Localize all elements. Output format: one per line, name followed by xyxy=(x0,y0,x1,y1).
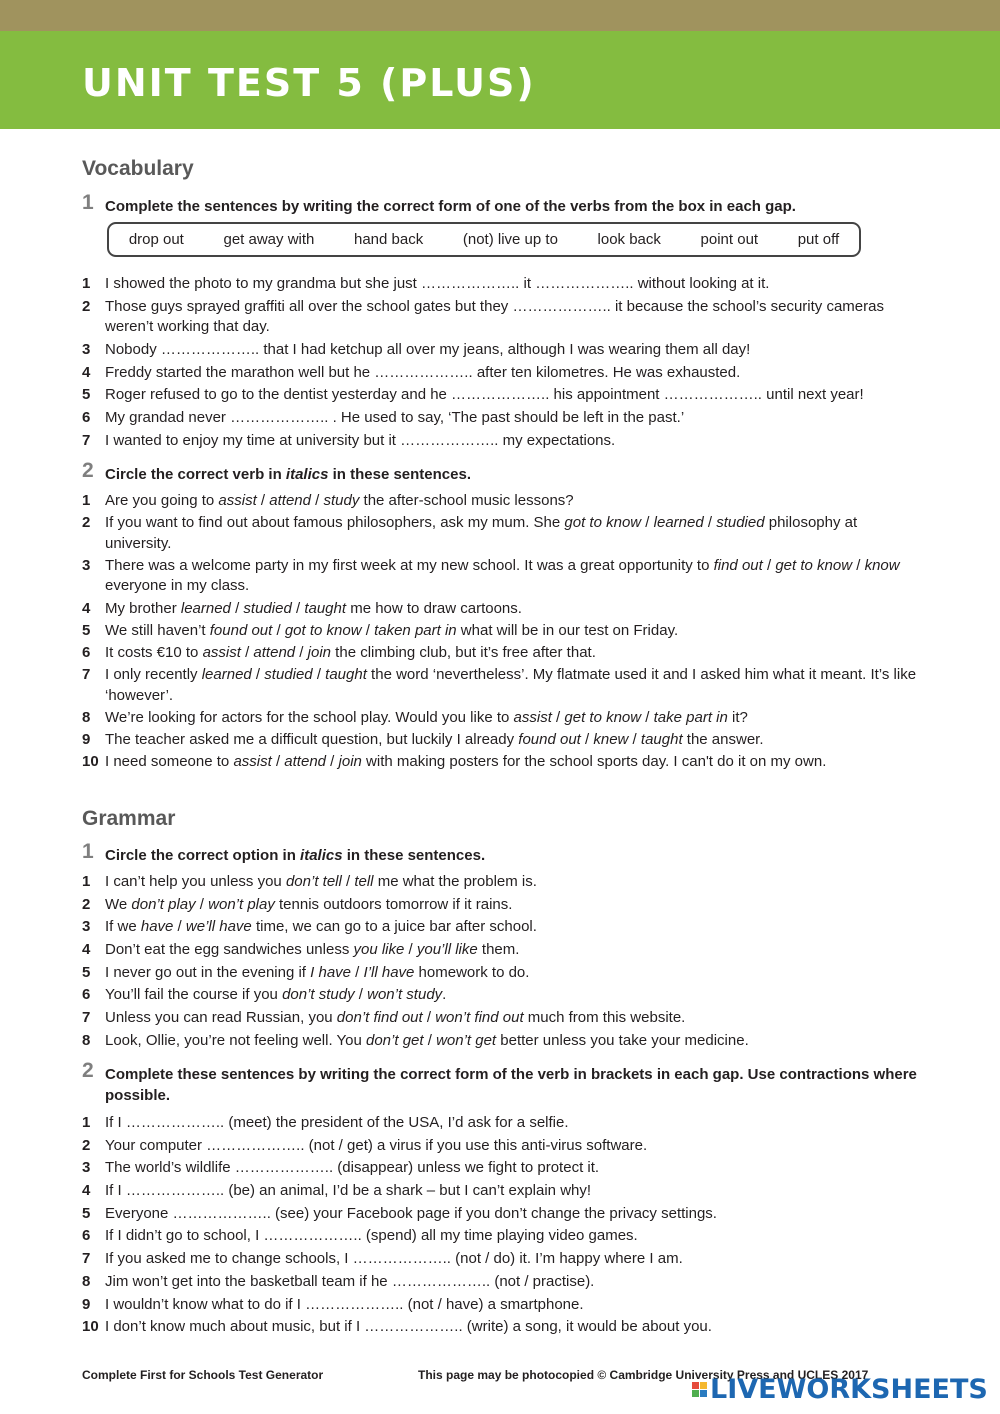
word-box-item: drop out xyxy=(128,231,184,248)
list-item xyxy=(82,985,922,1006)
word-box-item: look back xyxy=(597,231,661,248)
item-number: 5 xyxy=(82,963,91,981)
logo-square xyxy=(692,1390,699,1397)
item-number: 7 xyxy=(82,1009,91,1027)
list-item xyxy=(82,1158,922,1179)
list-item xyxy=(82,1295,922,1316)
list-item xyxy=(82,895,922,916)
item-text: Roger refused to go to the dentist yesterday and he ……………….. his appointment ……………….. until next year! xyxy=(105,386,864,404)
item-text: I wanted to enjoy my time at university but it ……………….. my expectations. xyxy=(105,431,616,449)
list-item xyxy=(82,665,922,706)
word-box-item: put off xyxy=(797,231,840,248)
list-item xyxy=(82,963,922,984)
item-number: 7 xyxy=(82,666,91,684)
item-number: 3 xyxy=(82,340,91,358)
list-item xyxy=(82,556,922,597)
word-box xyxy=(107,222,861,257)
item-number: 2 xyxy=(82,895,91,913)
list-item xyxy=(82,513,922,554)
item-number: 6 xyxy=(82,986,91,1004)
item-number: 10 xyxy=(82,753,99,771)
logo-squares-icon xyxy=(692,1382,707,1397)
item-number: 6 xyxy=(82,408,91,426)
list-item xyxy=(82,621,922,642)
item-text: Everyone ……………….. (see) your Facebook page if you don’t change the privacy settings. xyxy=(105,1204,717,1222)
item-number: 5 xyxy=(82,621,91,639)
item-number: 10 xyxy=(82,1318,99,1336)
vocabulary-heading: Vocabulary xyxy=(82,157,194,180)
item-text: If you asked me to change schools, I ……………….. (not / do) it. I’m happy where I am. xyxy=(105,1250,683,1268)
item-text: You’ll fail the course if you don’t study / won’t study. xyxy=(105,986,447,1004)
item-number: 2 xyxy=(82,1136,91,1154)
item-number: 3 xyxy=(82,918,91,936)
item-number: 3 xyxy=(82,556,91,574)
item-text: We’re looking for actors for the school play. Would you like to assist / get to know / take part in it? xyxy=(105,708,748,726)
list-item xyxy=(82,1204,922,1225)
title-banner xyxy=(0,31,1000,129)
logo-square xyxy=(700,1390,707,1397)
page-title: UNIT TEST 5 (PLUS) xyxy=(82,61,536,105)
item-text: If we have / we’ll have time, we can go to a juice bar after school. xyxy=(105,918,537,936)
word-box-item: (not) live up to xyxy=(462,231,558,248)
liveworksheets-logo xyxy=(692,1374,988,1404)
item-number: 3 xyxy=(82,1159,91,1177)
item-text: Are you going to assist / attend / study the after-school music lessons? xyxy=(105,492,574,509)
item-number: 2 xyxy=(82,297,91,315)
grammar-ex2-instruction xyxy=(82,1059,922,1106)
vocab-ex2-list xyxy=(82,491,922,774)
logo-square xyxy=(692,1382,699,1389)
list-item xyxy=(82,1136,922,1157)
item-number: 7 xyxy=(82,1250,91,1268)
list-item xyxy=(82,363,922,384)
grammar-ex1-list xyxy=(82,872,922,1054)
instruction-text: Complete the sentences by writing the correct form of one of the verbs from the box in each gap. xyxy=(105,198,796,215)
item-text: My brother learned / studied / taught me how to draw cartoons. xyxy=(105,599,522,617)
item-text: There was a welcome party in my first week at my new school. It was a great opportunity to find out / get to know / know everyone in my class. xyxy=(105,556,900,595)
item-text: Don’t eat the egg sandwiches unless you like / you’ll like them. xyxy=(105,941,520,959)
item-number: 4 xyxy=(82,941,91,959)
item-text: I can’t help you unless you don’t tell / tell me what the problem is. xyxy=(105,873,537,890)
item-text: Jim won’t get into the basketball team if he ……………….. (not / practise). xyxy=(105,1272,595,1290)
item-number: 4 xyxy=(82,1182,91,1200)
item-number: 6 xyxy=(82,1227,91,1245)
exercise-number: 2 xyxy=(82,459,94,482)
item-number: 9 xyxy=(82,731,91,748)
instruction-text: Circle the correct option in italics in these sentences. xyxy=(105,847,486,864)
item-text: I wouldn’t know what to do if I ……………….. (not / have) a smartphone. xyxy=(105,1295,584,1313)
item-text: Those guys sprayed graffiti all over the school gates but they ……………….. it because the school’s security cameras weren’t working that day. xyxy=(105,297,884,336)
item-text: It costs €10 to assist / attend / join the climbing club, but it’s free after that. xyxy=(105,643,596,661)
list-item xyxy=(82,1226,922,1247)
list-item xyxy=(82,1181,922,1202)
item-text: I showed the photo to my grandma but she just ……………….. it ……………….. without looking at it. xyxy=(105,275,770,292)
item-text: If I didn’t go to school, I ……………….. (spend) all my time playing video games. xyxy=(105,1227,638,1245)
footer-copyright: This page may be photocopied © Cambridge University Press and UCLES 2017 xyxy=(418,1368,869,1382)
item-number: 5 xyxy=(82,386,91,404)
footer-credit: Complete First for Schools Test Generator xyxy=(82,1368,324,1382)
item-text: If you want to find out about famous philosophers, ask my mum. She got to know / learned / studied philosophy at university. xyxy=(105,514,858,552)
list-item xyxy=(82,1272,922,1293)
item-text: Unless you can read Russian, you don’t find out / won’t find out much from this website. xyxy=(105,1009,686,1027)
exercise-number: 1 xyxy=(82,191,94,214)
item-number: 5 xyxy=(82,1204,91,1222)
list-item xyxy=(82,385,922,406)
item-number: 1 xyxy=(82,275,91,292)
list-item xyxy=(82,431,922,452)
item-number: 1 xyxy=(82,1114,91,1131)
item-number: 8 xyxy=(82,1031,91,1049)
item-text: The teacher asked me a difficult question, but luckily I already found out / knew / taught the answer. xyxy=(105,731,764,748)
word-box-item: point out xyxy=(700,231,759,248)
vocab-ex1-list xyxy=(82,274,922,453)
list-item xyxy=(82,1008,922,1029)
item-text: Freddy started the marathon well but he ……………….. after ten kilometres. He was exhausted. xyxy=(105,363,741,381)
item-text: I never go out in the evening if I have / I’ll have homework to do. xyxy=(105,963,530,981)
item-number: 7 xyxy=(82,431,91,449)
logo-square xyxy=(700,1382,707,1389)
list-item xyxy=(82,599,922,620)
item-text: Look, Ollie, you’re not feeling well. You don’t get / won’t get better unless you take your medicine. xyxy=(105,1031,749,1049)
grammar-heading: Grammar xyxy=(82,807,176,830)
item-text: Nobody ……………….. that I had ketchup all over my jeans, although I was wearing them all day! xyxy=(105,340,751,358)
list-item xyxy=(82,297,922,338)
list-item xyxy=(82,340,922,361)
item-number: 8 xyxy=(82,708,91,726)
list-item xyxy=(82,643,922,664)
instruction-text: Complete these sentences by writing the correct form of the verb in brackets in each gap. Use contractions where possible. xyxy=(105,1066,917,1104)
logo-text: LIVEWORKSHEETS xyxy=(710,1373,988,1405)
exercise-number: 2 xyxy=(82,1059,94,1082)
item-number: 9 xyxy=(82,1295,91,1313)
list-item xyxy=(82,1249,922,1270)
item-text: The world’s wildlife ……………….. (disappear) unless we fight to protect it. xyxy=(105,1159,600,1177)
grammar-ex1-instruction xyxy=(82,840,922,866)
item-text: If I ……………….. (be) an animal, I’d be a shark – but I can’t explain why! xyxy=(105,1182,592,1200)
exercise-number: 1 xyxy=(82,840,94,863)
item-number: 6 xyxy=(82,643,91,661)
item-number: 1 xyxy=(82,873,91,890)
item-text: I need someone to assist / attend / join with making posters for the school sports day. I can't do it on my own. xyxy=(105,753,827,771)
item-number: 2 xyxy=(82,514,91,532)
list-item xyxy=(82,1317,922,1338)
vocab-ex1-instruction xyxy=(82,191,922,217)
item-number: 4 xyxy=(82,363,91,381)
list-item xyxy=(82,730,922,751)
list-item xyxy=(82,752,922,773)
item-number: 1 xyxy=(82,492,91,509)
list-item xyxy=(82,1031,922,1052)
item-text: My grandad never ……………….. . He used to say, ‘The past should be left in the past.’ xyxy=(105,408,685,426)
list-item xyxy=(82,872,922,893)
item-text: I don’t know much about music, but if I ……………….. (write) a song, it would be about you. xyxy=(105,1318,712,1336)
vocab-ex2-instruction xyxy=(82,459,922,485)
list-item xyxy=(82,917,922,938)
item-number: 4 xyxy=(82,599,91,617)
list-item xyxy=(82,1113,922,1134)
word-box-item: hand back xyxy=(354,231,424,248)
item-text: I only recently learned / studied / taught the word ‘nevertheless’. My flatmate used it and I asked him what it meant. It’s like ‘however’. xyxy=(105,666,917,704)
list-item xyxy=(82,491,922,512)
word-box-item: get away with xyxy=(223,231,315,248)
list-item xyxy=(82,940,922,961)
item-number: 8 xyxy=(82,1272,91,1290)
item-text: We still haven’t found out / got to know / taken part in what will be in our test on Friday. xyxy=(105,621,679,639)
instruction-text: Circle the correct verb in italics in these sentences. xyxy=(105,466,471,483)
grammar-ex2-list xyxy=(82,1113,922,1340)
item-text: We don’t play / won’t play tennis outdoors tomorrow if it rains. xyxy=(105,895,513,913)
list-item xyxy=(82,408,922,429)
list-item xyxy=(82,708,922,729)
list-item xyxy=(82,274,922,295)
item-text: If I ……………….. (meet) the president of the USA, I’d ask for a selfie. xyxy=(105,1114,569,1131)
top-strip xyxy=(0,0,1000,31)
item-text: Your computer ……………….. (not / get) a virus if you use this anti-virus software. xyxy=(105,1136,648,1154)
